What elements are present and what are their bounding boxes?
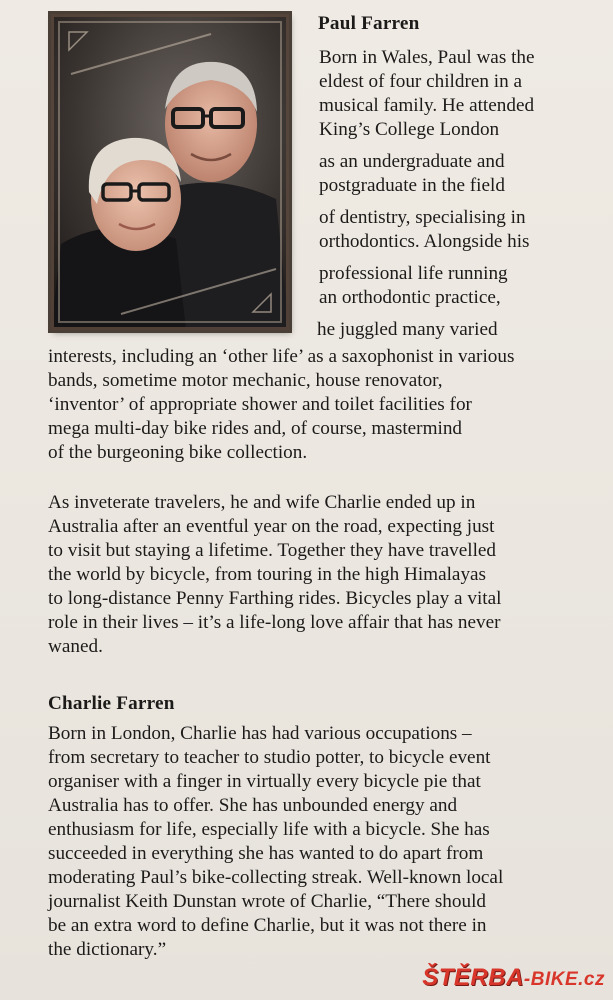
paul-paragraph-travel: [48, 491, 568, 659]
paragraph-line: succeeded in everything she has wanted to do apart from: [48, 843, 484, 864]
paragraph-line: be an extra word to define Charlie, but it was not there in: [48, 915, 487, 936]
paul-intro-line: postgraduate in the field: [319, 175, 505, 196]
paul-intro-line: orthodontics. Alongside his: [319, 231, 530, 252]
paragraph-line: interests, including an ‘other life’ as a saxophonist in various: [48, 346, 515, 367]
paul-intro-line: an orthodontic practice,: [319, 287, 501, 308]
paul-intro-line: professional life running: [319, 263, 508, 284]
paragraph-line: to visit but staying a lifetime. Together they have travelled: [48, 540, 497, 561]
paul-intro-line: eldest of four children in a: [319, 71, 522, 92]
paragraph-line: of the burgeoning bike collection.: [48, 442, 308, 463]
paragraph-line: mega multi-day bike rides and, of course, mastermind: [48, 418, 463, 439]
paul-intro-line: musical family. He attended: [319, 95, 535, 116]
paragraph-line: organiser with a finger in virtually every bicycle pie that: [48, 771, 481, 792]
paragraph-line: As inveterate travelers, he and wife Charlie ended up in: [48, 492, 476, 513]
paragraph-line: journalist Keith Dunstan wrote of Charlie, “There should: [48, 891, 487, 912]
paragraph-line: ‘inventor’ of appropriate shower and toilet facilities for: [48, 394, 472, 415]
paul-intro-line: King’s College London: [319, 119, 500, 140]
watermark-domain: -BIKE.cz: [523, 969, 605, 990]
watermark-brand: ŠTĚRBA: [422, 964, 524, 991]
paragraph-line: waned.: [48, 636, 103, 657]
paragraph-line: moderating Paul’s bike-collecting streak. Well-known local: [48, 867, 504, 888]
paragraph-line: enthusiasm for life, especially life with a bicycle. She has: [48, 819, 490, 840]
paul-paragraph-continued: [48, 345, 568, 465]
portrait-photo: [51, 14, 289, 330]
paragraph-line: role in their lives – it’s a life-long love affair that has never: [48, 612, 501, 633]
paragraph-line: bands, sometime motor mechanic, house renovator,: [48, 370, 443, 391]
paragraph-line: Australia after an eventful year on the road, expecting just: [48, 516, 495, 537]
paragraph-line: the world by bicycle, from touring in the high Himalayas: [48, 564, 487, 585]
paul-heading: Paul Farren: [318, 13, 420, 34]
paul-intro-line: as an undergraduate and: [319, 151, 505, 172]
paul-intro-line: Born in Wales, Paul was the: [319, 47, 535, 68]
paul-intro-line: he juggled many varied: [317, 319, 498, 340]
site-watermark: [422, 964, 605, 992]
paragraph-line: from secretary to teacher to studio potter, to bicycle event: [48, 747, 491, 768]
paragraph-line: Australia has to offer. She has unbounded energy and: [48, 795, 458, 816]
paragraph-line: the dictionary.”: [48, 939, 167, 960]
paragraph-line: to long-distance Penny Farthing rides. Bicycles play a vital: [48, 588, 502, 609]
charlie-paragraph: [48, 722, 568, 962]
paul-intro-line: of dentistry, specialising in: [319, 207, 526, 228]
paragraph-line: Born in London, Charlie has had various occupations –: [48, 723, 472, 744]
charlie-heading: Charlie Farren: [48, 693, 175, 714]
